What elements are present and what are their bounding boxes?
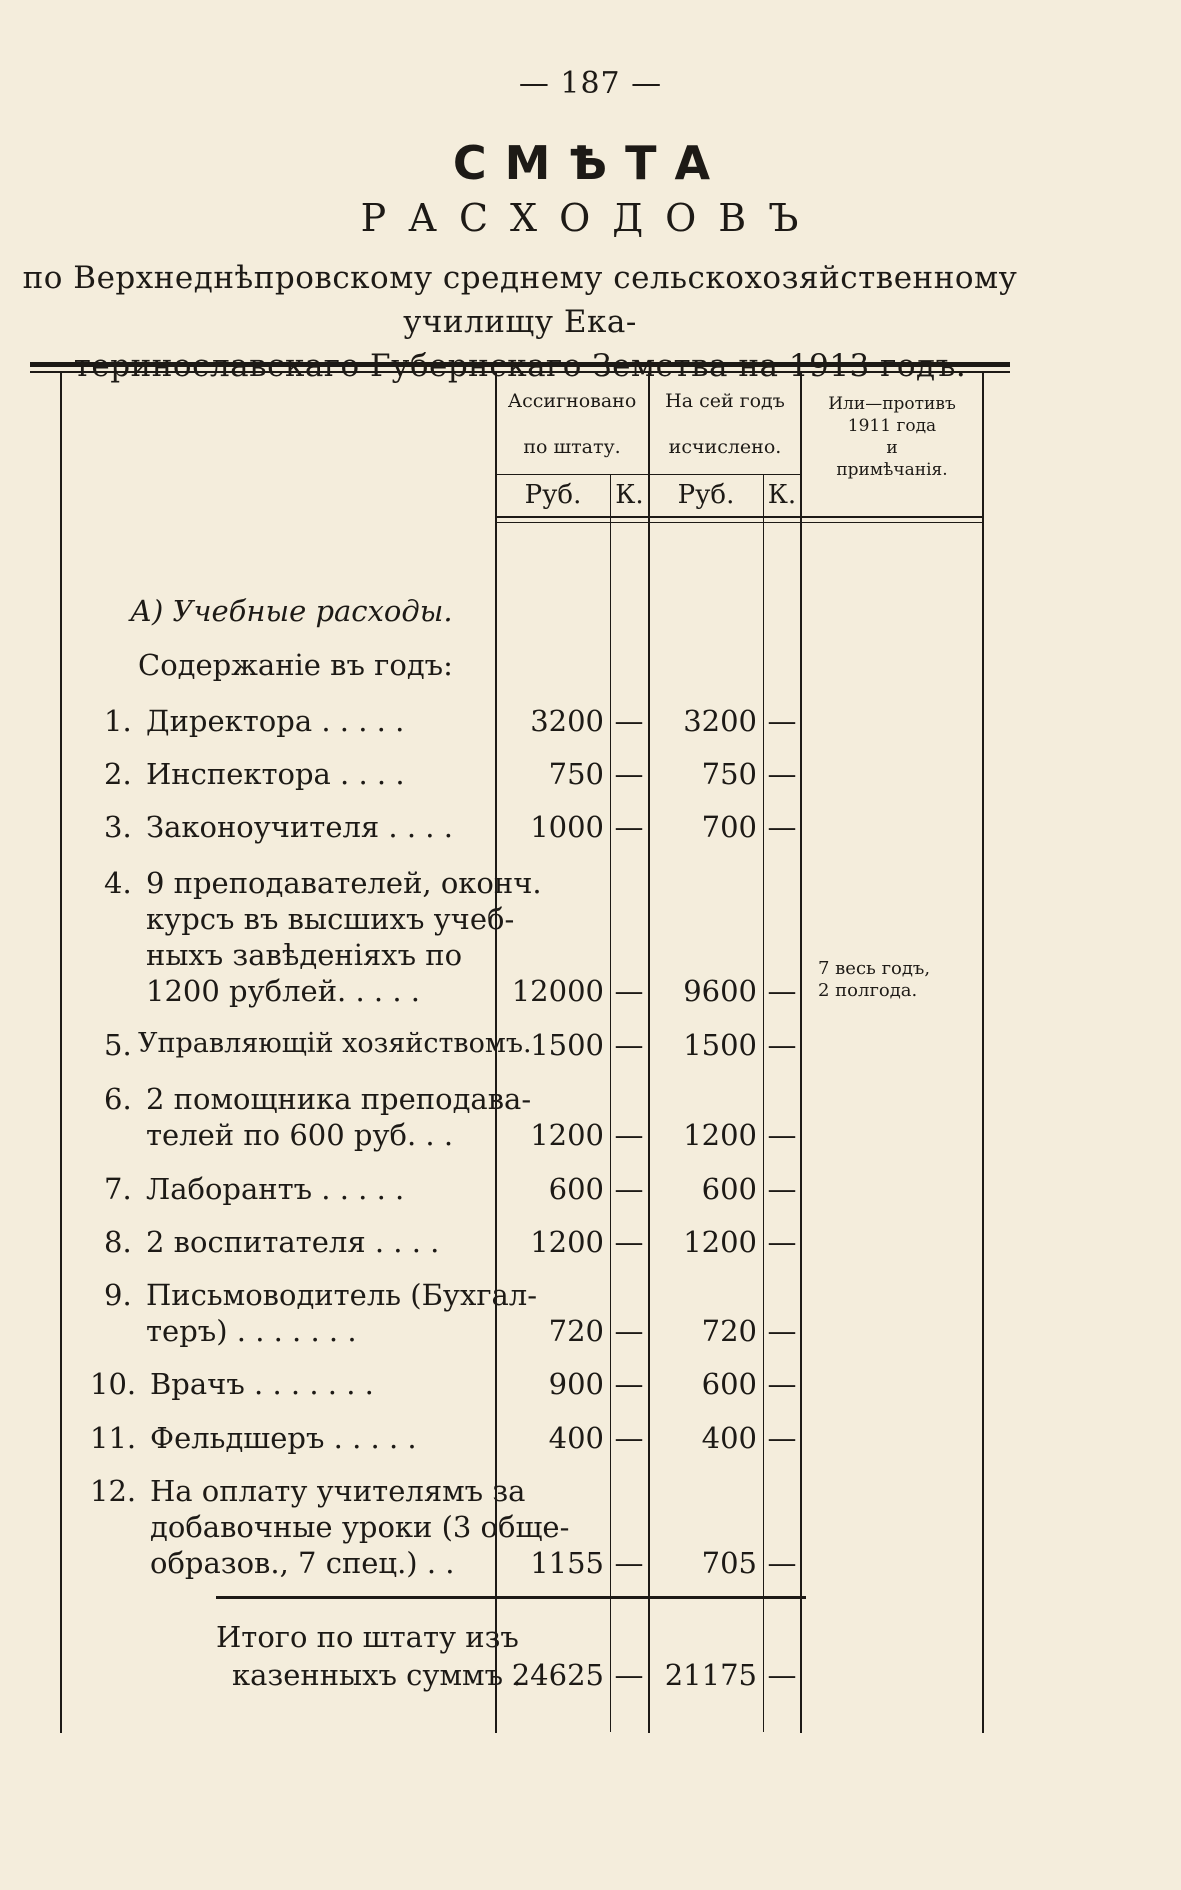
row-label: Директора . . . . .	[146, 704, 405, 738]
header-compare-line4: примѣчанія.	[836, 460, 948, 480]
row-assigned-kop: —	[614, 974, 644, 1008]
total-assigned-rub: 24625	[511, 1658, 604, 1692]
row-current-rub: 600	[701, 1367, 757, 1401]
row-label: Законоучителя . . . .	[146, 810, 453, 844]
row-assigned-rub: 750	[548, 757, 604, 791]
row-current-kop: —	[767, 1367, 797, 1401]
header-assigned-line1: Ассигновано	[507, 390, 637, 412]
header-rub-rule	[495, 474, 800, 475]
header-compare-line3: и	[886, 438, 898, 458]
row-assigned-rub: 720	[548, 1314, 604, 1348]
page-number: — 187 —	[518, 66, 663, 101]
top-rule-thick	[30, 362, 1010, 367]
row-current-rub: 1200	[683, 1225, 757, 1259]
row-current-kop: —	[767, 757, 797, 791]
total-label-line2: казенныхъ суммъ .	[232, 1658, 522, 1692]
header-compare-line1: Или—противъ	[828, 394, 956, 414]
row-current-kop: —	[767, 810, 797, 844]
row-assigned-rub: 1155	[530, 1546, 604, 1580]
total-current-kop: —	[767, 1658, 797, 1692]
total-rule	[216, 1596, 806, 1599]
row-label: 2 помощника преподава-	[146, 1082, 532, 1116]
row-assigned-rub: 1000	[530, 810, 604, 844]
row-label: ныхъ завѣденіяхъ по	[146, 938, 463, 972]
header-assigned-line2: по штату.	[523, 436, 621, 458]
row-assigned-rub: 400	[548, 1421, 604, 1455]
document-description	[20, 256, 1020, 388]
row-assigned-rub: 1200	[530, 1118, 604, 1152]
header-assigned	[497, 378, 647, 470]
row-current-rub: 600	[701, 1172, 757, 1206]
row-label: Письмоводитель (Бухгал-	[146, 1278, 538, 1312]
row-number: 10.	[90, 1367, 137, 1401]
row-label: образов., 7 спец.) . .	[150, 1546, 455, 1580]
row-number: 6.	[104, 1082, 132, 1116]
row-assigned-kop: —	[614, 1546, 644, 1580]
header-compare	[802, 393, 982, 481]
row-assigned-kop: —	[614, 1172, 644, 1206]
row-assigned-rub: 1200	[530, 1225, 604, 1259]
row-assigned-kop: —	[614, 1421, 644, 1455]
row-current-rub: 3200	[683, 704, 757, 738]
header-current-line2: исчислено.	[668, 436, 782, 458]
col-line-right	[982, 373, 984, 1733]
row-assigned-kop: —	[614, 1314, 644, 1348]
row-current-rub: 9600	[683, 974, 757, 1008]
row-assigned-kop: —	[614, 1225, 644, 1259]
row-current-rub: 1200	[683, 1118, 757, 1152]
row-number: 5.	[104, 1028, 132, 1062]
row-assigned-kop: —	[614, 1028, 644, 1062]
row-assigned-kop: —	[614, 1367, 644, 1401]
row-current-kop: —	[767, 1225, 797, 1259]
row-number: 1.	[104, 704, 132, 738]
row-note	[818, 958, 930, 1002]
header-current-line1: На сей годъ	[665, 390, 785, 412]
row-assigned-rub: 600	[548, 1172, 604, 1206]
row-assigned-kop: —	[614, 1118, 644, 1152]
header-current-rub: Руб.	[677, 480, 735, 510]
row-label: Инспектора . . . .	[146, 757, 405, 791]
row-label: телей по 600 руб. . .	[146, 1118, 454, 1152]
row-current-kop: —	[767, 1314, 797, 1348]
row-number: 11.	[90, 1421, 137, 1455]
col-line-left	[60, 373, 62, 1733]
header-compare-line2: 1911 года	[847, 416, 937, 436]
row-number: 7.	[104, 1172, 132, 1206]
document-title: СМѢТА	[452, 136, 729, 190]
col-line-current-kop	[763, 474, 764, 1732]
total-label-line1: Итого по штату изъ	[216, 1620, 519, 1654]
row-current-kop: —	[767, 1028, 797, 1062]
row-current-rub: 720	[701, 1314, 757, 1348]
header-bottom-rule	[495, 516, 982, 518]
row-number: 2.	[104, 757, 132, 791]
row-current-kop: —	[767, 704, 797, 738]
row-assigned-kop: —	[614, 810, 644, 844]
row-current-rub: 1500	[683, 1028, 757, 1062]
row-label: Лаборантъ . . . . .	[146, 1172, 405, 1206]
row-number: 4.	[104, 866, 132, 900]
section-a-heading: А) Учебные расходы.	[130, 594, 453, 628]
row-label: курсъ въ высшихъ учеб-	[146, 902, 515, 936]
row-label: Врачъ . . . . . . .	[150, 1367, 374, 1401]
row-label: 1200 рублей. . . . .	[146, 974, 420, 1008]
row-current-kop: —	[767, 1172, 797, 1206]
col-line-assigned-kop	[610, 474, 611, 1732]
row-number: 9.	[104, 1278, 132, 1312]
row-assigned-kop: —	[614, 704, 644, 738]
row-assigned-rub: 12000	[511, 974, 604, 1008]
header-current-kop: К.	[767, 480, 797, 510]
row-number: 3.	[104, 810, 132, 844]
row-current-kop: —	[767, 974, 797, 1008]
header-bottom-rule-2	[495, 522, 982, 523]
row-current-kop: —	[767, 1118, 797, 1152]
row-current-rub: 705	[701, 1546, 757, 1580]
top-rule-thin	[30, 371, 1010, 373]
row-label: Управляющій хозяйствомъ.	[138, 1028, 532, 1059]
row-label: 2 воспитателя . . . .	[146, 1225, 440, 1259]
row-current-kop: —	[767, 1546, 797, 1580]
total-assigned-kop: —	[614, 1658, 644, 1692]
row-assigned-rub: 3200	[530, 704, 604, 738]
row-label: теръ) . . . . . . .	[146, 1314, 357, 1348]
header-assigned-rub: Руб.	[524, 480, 582, 510]
row-note-line2: 2 полгода.	[818, 980, 918, 1001]
row-assigned-rub: 900	[548, 1367, 604, 1401]
row-note-line1: 7 весь годъ,	[818, 958, 931, 979]
row-label: добавочные уроки (3 обще-	[150, 1510, 570, 1544]
row-current-rub: 400	[701, 1421, 757, 1455]
col-line-current	[648, 373, 650, 1733]
row-number: 12.	[90, 1474, 137, 1508]
row-assigned-rub: 1500	[530, 1028, 604, 1062]
header-current	[650, 378, 800, 470]
row-current-rub: 750	[701, 757, 757, 791]
total-current-rub: 21175	[664, 1658, 757, 1692]
row-current-rub: 700	[701, 810, 757, 844]
section-a-subheading: Содержаніе въ годъ:	[138, 648, 453, 682]
col-line-notes	[800, 373, 802, 1733]
row-label: На оплату учителямъ за	[150, 1474, 526, 1508]
description-line-1: по Верхнеднѣпровскому среднему сельскохозяйственному училищу Ека-	[22, 260, 1018, 340]
header-assigned-kop: К.	[615, 480, 644, 510]
row-label: Фельдшеръ . . . . .	[150, 1421, 417, 1455]
row-number: 8.	[104, 1225, 132, 1259]
row-current-kop: —	[767, 1421, 797, 1455]
row-label: 9 преподавателей, оконч.	[146, 866, 542, 900]
row-assigned-kop: —	[614, 757, 644, 791]
document-subtitle: РАСХОДОВЪ	[360, 196, 821, 240]
